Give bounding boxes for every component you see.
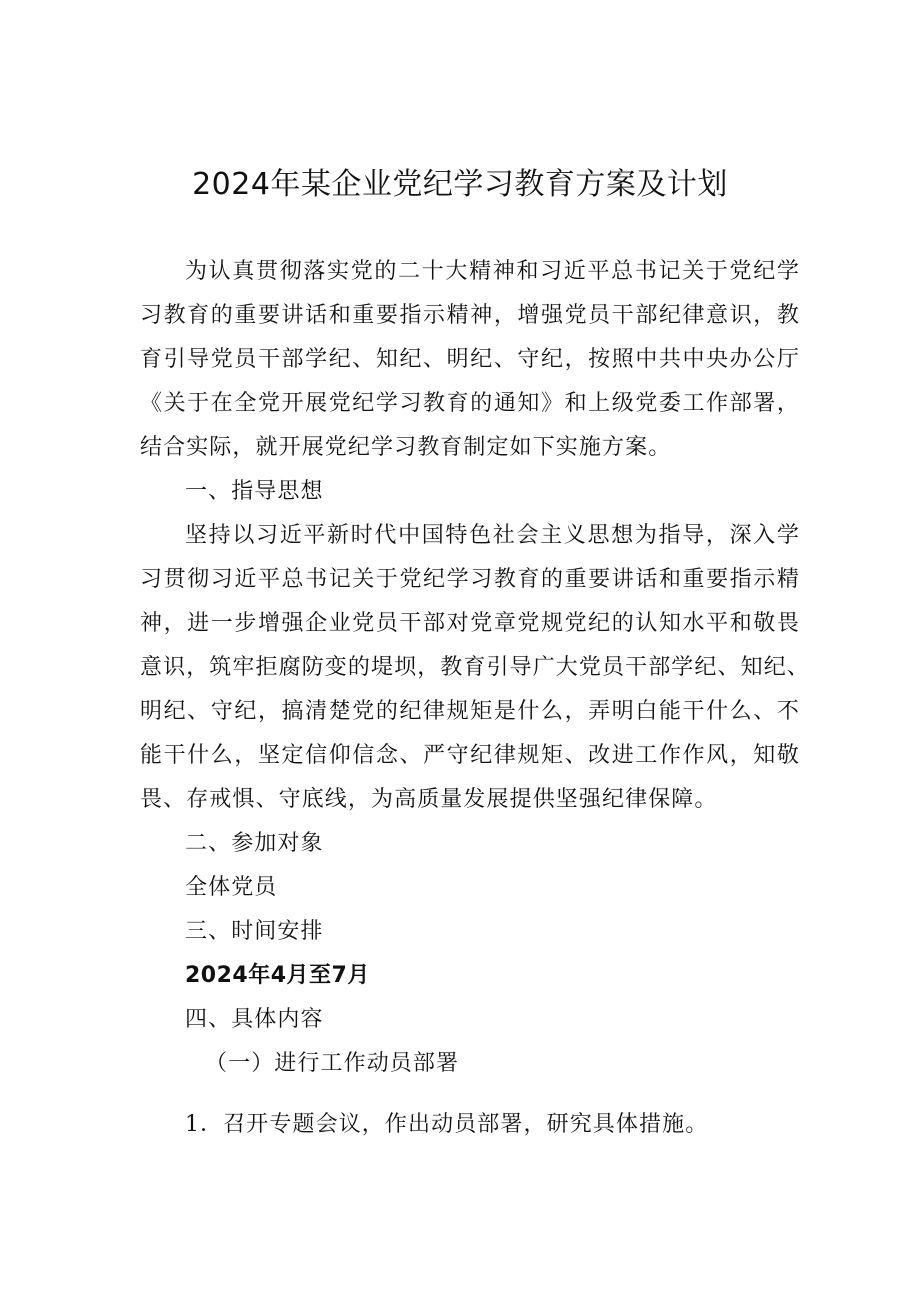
section-1-line-2: 习贯彻习近平总书记关于党纪学习教育的重要讲话和重要指示精 bbox=[140, 567, 800, 592]
intro-line-1: 为认真贯彻落实党的二十大精神和习近平总书记关于党纪学 bbox=[185, 259, 800, 284]
section-1-heading: 一、指导思想 bbox=[185, 479, 324, 504]
intro-line-3: 育引导党员干部学纪、知纪、明纪、守纪，按照中共中央办公厅 bbox=[140, 347, 800, 372]
intro-line-5: 结合实际，就开展党纪学习教育制定如下实施方案。 bbox=[140, 435, 672, 460]
item-1-text: 1．召开专题会议，作出动员部署，研究具体措施。 bbox=[185, 1112, 709, 1137]
document-title: 2024年某企业党纪学习教育方案及计划 bbox=[192, 167, 728, 202]
section-1-line-4: 意识，筑牢拒腐防变的堤坝，教育引导广大党员干部学纪、知纪、 bbox=[140, 655, 810, 680]
section-2-text: 全体党员 bbox=[185, 875, 278, 900]
section-3-text: 2024年4月至7月 bbox=[185, 963, 370, 988]
section-1-line-3: 神，进一步增强企业党员干部对党章党规党纪的认知水平和敬畏 bbox=[140, 611, 800, 636]
section-1-line-6: 能干什么，坚定信仰信念、严守纪律规矩、改进工作作风，知敬 bbox=[140, 743, 800, 768]
intro-line-4: 《关于在全党开展党纪学习教育的通知》和上级党委工作部署， bbox=[140, 391, 800, 416]
intro-line-2: 习教育的重要讲话和重要指示精神，增强党员干部纪律意识，教 bbox=[140, 303, 800, 328]
subsection-1-heading: （一）进行工作动员部署 bbox=[205, 1051, 460, 1076]
section-4-heading: 四、具体内容 bbox=[185, 1007, 324, 1032]
section-3-heading: 三、时间安排 bbox=[185, 919, 324, 944]
section-1-line-7: 畏、存戒惧、守底线，为高质量发展提供坚强纪律保障。 bbox=[140, 787, 718, 812]
section-1-line-1: 坚持以习近平新时代中国特色社会主义思想为指导，深入学 bbox=[185, 523, 800, 548]
section-1-line-5: 明纪、守纪，搞清楚党的纪律规矩是什么，弄明白能干什么、不 bbox=[140, 699, 800, 724]
section-2-heading: 二、参加对象 bbox=[185, 831, 324, 856]
